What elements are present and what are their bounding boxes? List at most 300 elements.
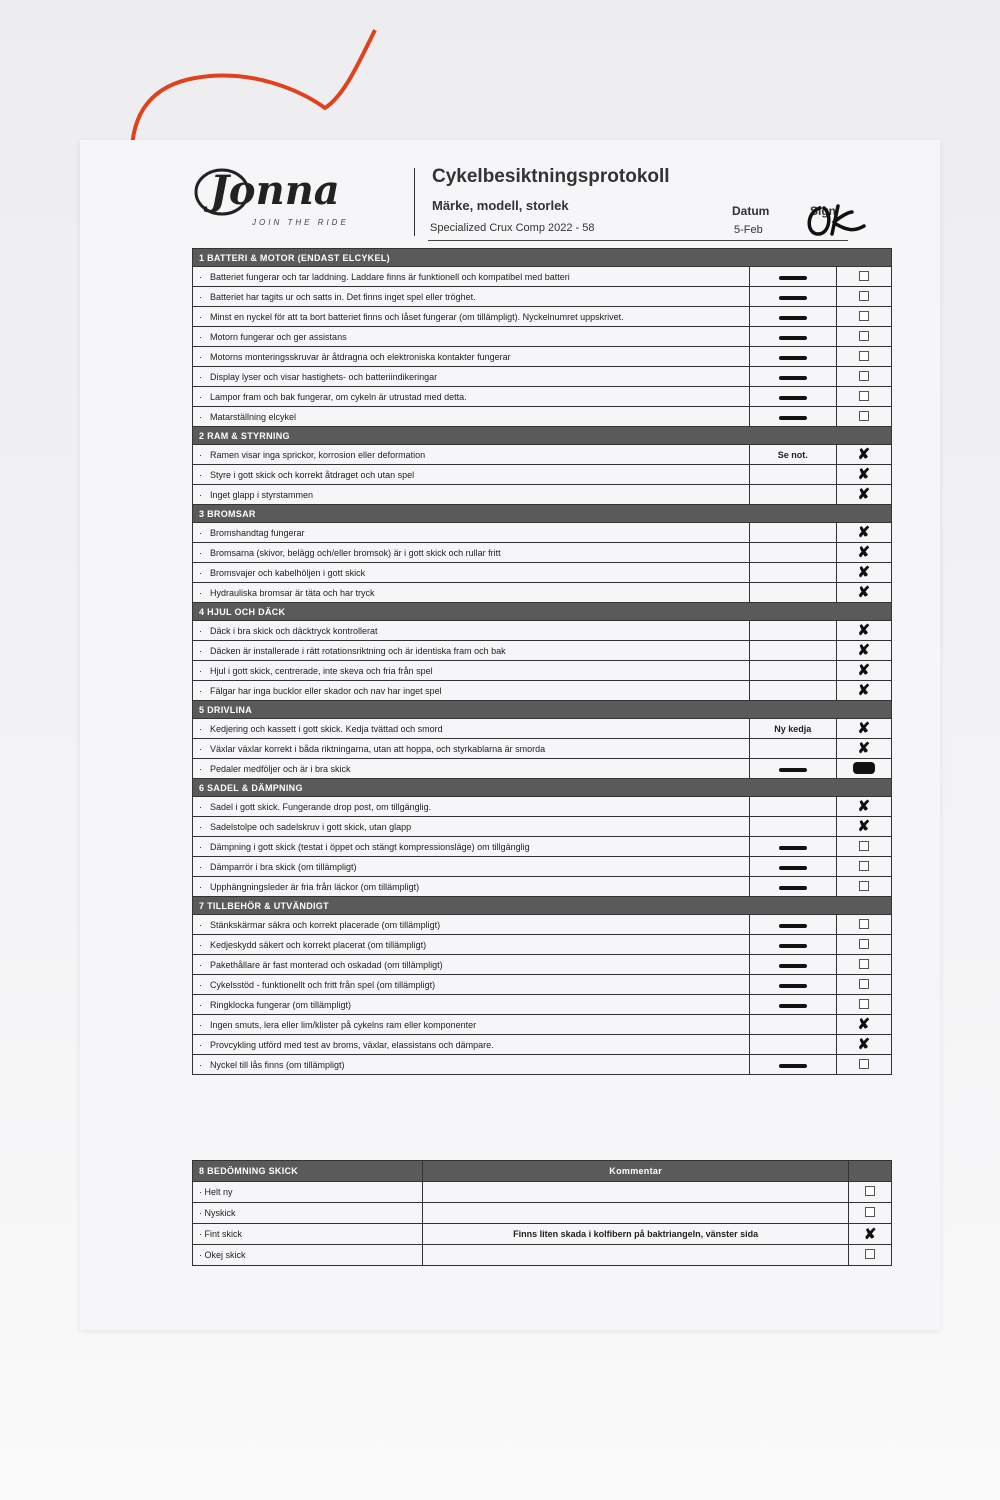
item-label: Ingen smuts, lera eller lim/klister på cykelns ram eller komponenter [210, 1019, 477, 1030]
checklist-row [193, 995, 892, 1015]
check-cell [836, 719, 891, 739]
grading-label: · Helt ny [193, 1182, 423, 1203]
checklist-row [193, 347, 892, 367]
grading-row [193, 1245, 892, 1266]
note-cell [749, 955, 836, 975]
item-label: Upphängningsleder är fria från läckor (om tillämpligt) [210, 881, 420, 892]
bullet: · [199, 311, 202, 322]
note-cell: Se not. [749, 445, 836, 465]
section-header-row [193, 897, 892, 915]
signature [802, 200, 872, 240]
check-cell [836, 465, 891, 485]
checkbox-empty[interactable] [865, 1207, 875, 1217]
grading-label: · Nyskick [193, 1203, 423, 1224]
checklist-row [193, 955, 892, 975]
checklist-row [193, 485, 892, 505]
item-label: Provcykling utförd med test av broms, växlar, elassistans och dämpare. [210, 1039, 494, 1050]
note-cell [749, 543, 836, 563]
bullet: · [199, 841, 202, 852]
bullet: · [199, 801, 202, 812]
bullet: · [199, 567, 202, 578]
checklist-item-text [193, 759, 750, 779]
checklist-item-text [193, 1055, 750, 1075]
check-mark-icon: ✘ [857, 584, 871, 601]
checklist-item-text [193, 307, 750, 327]
grading-check-cell [849, 1203, 892, 1224]
grading-title: 8 BEDÖMNING SKICK [193, 1161, 423, 1182]
grading-header-row [193, 1161, 892, 1182]
checklist-row [193, 407, 892, 427]
check-cell [836, 445, 891, 465]
checklist-row [193, 307, 892, 327]
item-label: Cykelsstöd - funktionellt och fritt från spel (om tillämpligt) [210, 979, 436, 990]
checkbox-empty[interactable] [859, 391, 869, 401]
logo-tagline: JOIN THE RIDE [252, 218, 349, 227]
date-label: Datum [732, 204, 770, 218]
item-label: Ramen visar inga sprickor, korrosion eller deformation [210, 449, 426, 460]
item-label: Bromsvajer och kabelhöljen i gott skick [210, 567, 366, 578]
checklist-row [193, 681, 892, 701]
check-cell [836, 407, 891, 427]
checklist-row [193, 975, 892, 995]
checkbox-empty[interactable] [865, 1249, 875, 1259]
bullet: · [199, 271, 202, 282]
note-cell [749, 367, 836, 387]
note-cell [749, 817, 836, 837]
checklist-row [193, 915, 892, 935]
bullet: · [199, 351, 202, 362]
checklist-row [193, 543, 892, 563]
bullet: · [199, 371, 202, 382]
checkbox-empty[interactable] [859, 939, 869, 949]
note-cell [749, 1035, 836, 1055]
checklist-row [193, 719, 892, 739]
note-cell [749, 407, 836, 427]
note-cell [749, 1015, 836, 1035]
check-mark-icon: ✘ [857, 798, 871, 815]
checklist-row [193, 797, 892, 817]
check-cell [836, 797, 891, 817]
comment-header: Kommentar [423, 1161, 849, 1182]
dash-mark [779, 768, 807, 772]
check-cell [836, 837, 891, 857]
checklist-item-text [193, 485, 750, 505]
check-cell [836, 681, 891, 701]
note-cell [749, 347, 836, 367]
checklist-item-text [193, 719, 750, 739]
checklist-item-text [193, 1035, 750, 1055]
dash-mark [779, 866, 807, 870]
check-cell [836, 1035, 891, 1055]
bike-field-label: Märke, modell, storlek [432, 198, 569, 213]
checklist-item-text [193, 563, 750, 583]
checklist-row [193, 563, 892, 583]
checklist-item-text [193, 857, 750, 877]
check-mark-icon: ✘ [857, 682, 871, 699]
checklist-item-text [193, 387, 750, 407]
check-mark-icon: ✘ [857, 544, 871, 561]
checklist-item-text [193, 543, 750, 563]
inspection-form-sheet [80, 140, 940, 1330]
checklist-item-text [193, 407, 750, 427]
check-mark-icon: ✘ [857, 720, 871, 737]
check-cell [836, 387, 891, 407]
item-label: Kedjeskydd säkert och korrekt placerat (om tillämpligt) [210, 939, 427, 950]
checklist-item-text [193, 975, 750, 995]
checkbox-empty[interactable] [865, 1186, 875, 1196]
section-header-row [193, 249, 892, 267]
dash-mark [779, 416, 807, 420]
checklist-item-text [193, 287, 750, 307]
check-mark-icon: ✘ [857, 1016, 871, 1033]
section-title: 2 RAM & STYRNING [193, 427, 892, 445]
check-cell [836, 641, 891, 661]
check-cell [836, 523, 891, 543]
checkbox-empty[interactable] [859, 919, 869, 929]
grading-label: · Okej skick [193, 1245, 423, 1266]
item-label: Motorns monteringsskruvar är åtdragna och elektroniska kontakter fungerar [210, 351, 511, 362]
grading-table [192, 1160, 892, 1266]
note-cell [749, 327, 836, 347]
note-cell [749, 797, 836, 817]
checklist-item-text [193, 367, 750, 387]
bullet: · [199, 449, 202, 460]
checkbox-empty[interactable] [859, 271, 869, 281]
dash-mark [779, 1004, 807, 1008]
bullet: · [199, 919, 202, 930]
item-label: Stänkskärmar säkra och korrekt placerade (om tillämpligt) [210, 919, 441, 930]
note-cell [749, 661, 836, 681]
note-cell [749, 935, 836, 955]
check-cell [836, 327, 891, 347]
check-cell [836, 583, 891, 603]
note-cell [749, 681, 836, 701]
item-label: Bromsarna (skivor, belägg och/eller bromsok) är i gott skick och rullar fritt [210, 547, 501, 558]
note-cell [749, 621, 836, 641]
checklist-row [193, 857, 892, 877]
checkbox-empty[interactable] [859, 331, 869, 341]
section-title: 7 TILLBEHÖR & UTVÄNDIGT [193, 897, 892, 915]
bullet: · [199, 1059, 202, 1070]
item-label: Motorn fungerar och ger assistans [210, 331, 347, 342]
check-cell [836, 347, 891, 367]
checklist-item-text [193, 621, 750, 641]
checklist-item-text [193, 465, 750, 485]
check-cell [836, 817, 891, 837]
form-header [192, 160, 932, 250]
bullet: · [199, 959, 202, 970]
item-label: Pakethållare är fast monterad och oskadad (om tillämpligt) [210, 959, 443, 970]
note-cell [749, 915, 836, 935]
checklist-row [193, 817, 892, 837]
item-label: Minst en nyckel för att ta bort batteriet finns och låset fungerar (om tillämpligt). Nyckelnumret uppskrivet. [210, 311, 624, 322]
grading-label: · Fint skick [193, 1224, 423, 1245]
bullet: · [199, 645, 202, 656]
bullet: · [199, 881, 202, 892]
bullet: · [199, 685, 202, 696]
bullet: · [199, 469, 202, 480]
bullet: · [199, 331, 202, 342]
item-label: Däck i bra skick och däcktryck kontrollerat [210, 625, 378, 636]
check-mark-icon: ✘ [857, 446, 871, 463]
check-mark-icon: ✘ [857, 662, 871, 679]
note-cell: Ny kedja [749, 719, 836, 739]
note-cell [749, 759, 836, 779]
checklist-row [193, 621, 892, 641]
checkbox-empty[interactable] [859, 999, 869, 1009]
page-title: Cykelbesiktningsprotokoll [432, 166, 670, 187]
checkbox-empty[interactable] [859, 959, 869, 969]
note-cell [749, 523, 836, 543]
checklist-item-text [193, 877, 750, 897]
item-label: Batteriet har tagits ur och satts in. Det finns inget spel eller tröghet. [210, 291, 476, 302]
section-header-row [193, 779, 892, 797]
item-label: Dämpning i gott skick (testat i öppet och stängt kompressionsläge) om tillgänglig [210, 841, 530, 852]
item-label: Däcken är installerade i rätt rotationsriktning och är identiska fram och bak [210, 645, 506, 656]
item-label: Dämparrör i bra skick (om tillämpligt) [210, 861, 357, 872]
item-label: Lampor fram och bak fungerar, om cykeln är utrustad med detta. [210, 391, 467, 402]
check-mark-icon: ✘ [857, 740, 871, 757]
item-label: Batteriet fungerar och tar laddning. Laddare finns är funktionell och kompatibel med batteri [210, 271, 570, 282]
note-cell [749, 857, 836, 877]
checkbox-empty[interactable] [859, 841, 869, 851]
item-label: Bromshandtag fungerar [210, 527, 305, 538]
item-label: Sadel i gott skick. Fungerande drop post, om tillgänglig. [210, 801, 432, 812]
item-label: Styre i gott skick och korrekt åtdraget och utan spel [210, 469, 415, 480]
grading-row [193, 1203, 892, 1224]
checklist-row [193, 523, 892, 543]
checklist-row [193, 661, 892, 681]
check-cell [836, 1055, 891, 1075]
bullet: · [199, 625, 202, 636]
note-cell [749, 1055, 836, 1075]
checklist-item-text [193, 915, 750, 935]
bullet: · [199, 723, 202, 734]
dash-mark [779, 396, 807, 400]
check-cell [836, 307, 891, 327]
checklist-item-text [193, 837, 750, 857]
sign-label: Sign [810, 204, 836, 218]
checklist-item-text [193, 641, 750, 661]
bullet: · [199, 527, 202, 538]
section-title: 4 HJUL OCH DÄCK [193, 603, 892, 621]
date-value: 5-Feb [734, 224, 763, 236]
item-label: Hydrauliska bromsar är täta och har tryck [210, 587, 375, 598]
checkbox-empty[interactable] [859, 881, 869, 891]
checklist-row [193, 759, 892, 779]
dash-mark [779, 276, 807, 280]
checkbox-empty[interactable] [859, 351, 869, 361]
checklist-item-text [193, 661, 750, 681]
note-cell [749, 267, 836, 287]
checkbox-empty[interactable] [859, 861, 869, 871]
dash-mark [779, 846, 807, 850]
item-label: Hjul i gott skick, centrerade, inte skeva och fria från spel [210, 665, 433, 676]
item-label: Inget glapp i styrstammen [210, 489, 314, 500]
bullet: · [199, 411, 202, 422]
dash-mark [779, 376, 807, 380]
checkbox-empty[interactable] [859, 411, 869, 421]
grading-comment: Finns liten skada i kolfibern på baktriangeln, vänster sida [423, 1224, 849, 1245]
check-mark-icon: ✘ [857, 818, 871, 835]
check-mark-icon: ✘ [857, 524, 871, 541]
checklist-item-text [193, 817, 750, 837]
checklist-row [193, 327, 892, 347]
checkbox-empty[interactable] [859, 291, 869, 301]
grading-comment [423, 1245, 849, 1266]
item-label: Fälgar har inga bucklor eller skador och nav har inget spel [210, 685, 442, 696]
grading-comment [423, 1182, 849, 1203]
checklist-item-text [193, 267, 750, 287]
checklist-row [193, 739, 892, 759]
checklist-item-text [193, 681, 750, 701]
note-cell [749, 387, 836, 407]
bullet: · [199, 999, 202, 1010]
dash-mark [779, 1064, 807, 1068]
check-cell [836, 267, 891, 287]
bullet: · [199, 1019, 202, 1030]
checklist-row [193, 267, 892, 287]
checklist-row [193, 877, 892, 897]
section-title: 6 SADEL & DÄMPNING [193, 779, 892, 797]
check-cell [836, 975, 891, 995]
bullet: · [199, 763, 202, 774]
check-mark-icon: ✘ [857, 1036, 871, 1053]
checklist-table [192, 248, 892, 1075]
check-mark-icon: ✘ [857, 564, 871, 581]
check-cell [836, 621, 891, 641]
note-cell [749, 465, 836, 485]
checklist-row [193, 465, 892, 485]
bullet: · [199, 547, 202, 558]
checklist-row [193, 583, 892, 603]
checkbox-empty[interactable] [859, 979, 869, 989]
checklist-item-text [193, 955, 750, 975]
check-mark-icon: ✘ [857, 486, 871, 503]
bullet: · [199, 391, 202, 402]
checklist-row [193, 935, 892, 955]
item-label: Växlar växlar korrekt i båda riktningarna, utan att hoppa, och styrkablarna är smorda [210, 743, 546, 754]
check-cell [836, 935, 891, 955]
note-cell [749, 995, 836, 1015]
section-header-row [193, 505, 892, 523]
checklist-row [193, 837, 892, 857]
checklist-row [193, 445, 892, 465]
checklist-row [193, 1035, 892, 1055]
bike-value: Specialized Crux Comp 2022 - 58 [430, 222, 595, 234]
dash-mark [779, 984, 807, 988]
checklist-item-text [193, 739, 750, 759]
checkbox-empty[interactable] [859, 311, 869, 321]
bullet: · [199, 489, 202, 500]
checklist-row [193, 387, 892, 407]
section-header-row [193, 701, 892, 719]
check-cell [836, 543, 891, 563]
section-title: 1 BATTERI & MOTOR (ENDAST ELCYKEL) [193, 249, 892, 267]
checklist-item-text [193, 797, 750, 817]
bullet: · [199, 743, 202, 754]
bullet: · [199, 665, 202, 676]
checklist-row [193, 641, 892, 661]
check-cell [836, 759, 891, 779]
check-mark-icon: ✘ [857, 622, 871, 639]
jonna-logo [192, 160, 392, 230]
check-cell [836, 955, 891, 975]
check-mark-icon: ✘ [857, 642, 871, 659]
item-label: Ringklocka fungerar (om tillämpligt) [210, 999, 352, 1010]
check-cell [836, 485, 891, 505]
grading-check-cell [849, 1245, 892, 1266]
checkbox-empty[interactable] [859, 1059, 869, 1069]
check-cell [836, 563, 891, 583]
dash-mark [779, 296, 807, 300]
section-title: 5 DRIVLINA [193, 701, 892, 719]
logo-wordmark: Jonna [210, 167, 340, 214]
dash-mark [779, 336, 807, 340]
bullet: · [199, 821, 202, 832]
checkbox-empty[interactable] [859, 371, 869, 381]
check-mark-icon: ✘ [857, 466, 871, 483]
note-cell [749, 837, 836, 857]
bullet: · [199, 939, 202, 950]
check-mark-icon: ✘ [863, 1225, 877, 1243]
note-cell [749, 739, 836, 759]
check-cell [836, 367, 891, 387]
check-cell [836, 739, 891, 759]
grading-check-cell [849, 1182, 892, 1203]
checklist-item-text [193, 445, 750, 465]
checklist-row [193, 367, 892, 387]
checklist-item-text [193, 523, 750, 543]
bullet: · [199, 979, 202, 990]
note-cell [749, 975, 836, 995]
note-cell [749, 583, 836, 603]
check-cell [836, 995, 891, 1015]
section-title: 3 BROMSAR [193, 505, 892, 523]
checklist-item-text [193, 583, 750, 603]
grading-row [193, 1224, 892, 1245]
checklist-row [193, 1015, 892, 1035]
item-label: Sadelstolpe och sadelskruv i gott skick, utan glapp [210, 821, 412, 832]
note-cell [749, 307, 836, 327]
note-cell [749, 563, 836, 583]
check-cell [836, 915, 891, 935]
section-header-row [193, 603, 892, 621]
section-header-row [193, 427, 892, 445]
item-label: Display lyser och visar hastighets- och batteriindikeringar [210, 371, 438, 382]
checklist-item-text [193, 995, 750, 1015]
note-cell [749, 877, 836, 897]
header-underline [428, 240, 848, 241]
note-cell [749, 641, 836, 661]
grading-comment [423, 1203, 849, 1224]
item-label: Kedjering och kassett i gott skick. Kedja tvättad och smord [210, 723, 443, 734]
checklist-row [193, 1055, 892, 1075]
checklist-item-text [193, 1015, 750, 1035]
dash-mark [779, 924, 807, 928]
checklist-item-text [193, 327, 750, 347]
dash-mark [779, 964, 807, 968]
bullet: · [199, 861, 202, 872]
note-cell [749, 287, 836, 307]
item-label: Nyckel till lås finns (om tillämpligt) [210, 1059, 345, 1070]
dash-mark [779, 356, 807, 360]
check-cell [836, 661, 891, 681]
dash-mark [779, 886, 807, 890]
grading-row [193, 1182, 892, 1203]
check-cell [836, 287, 891, 307]
dash-mark [779, 944, 807, 948]
